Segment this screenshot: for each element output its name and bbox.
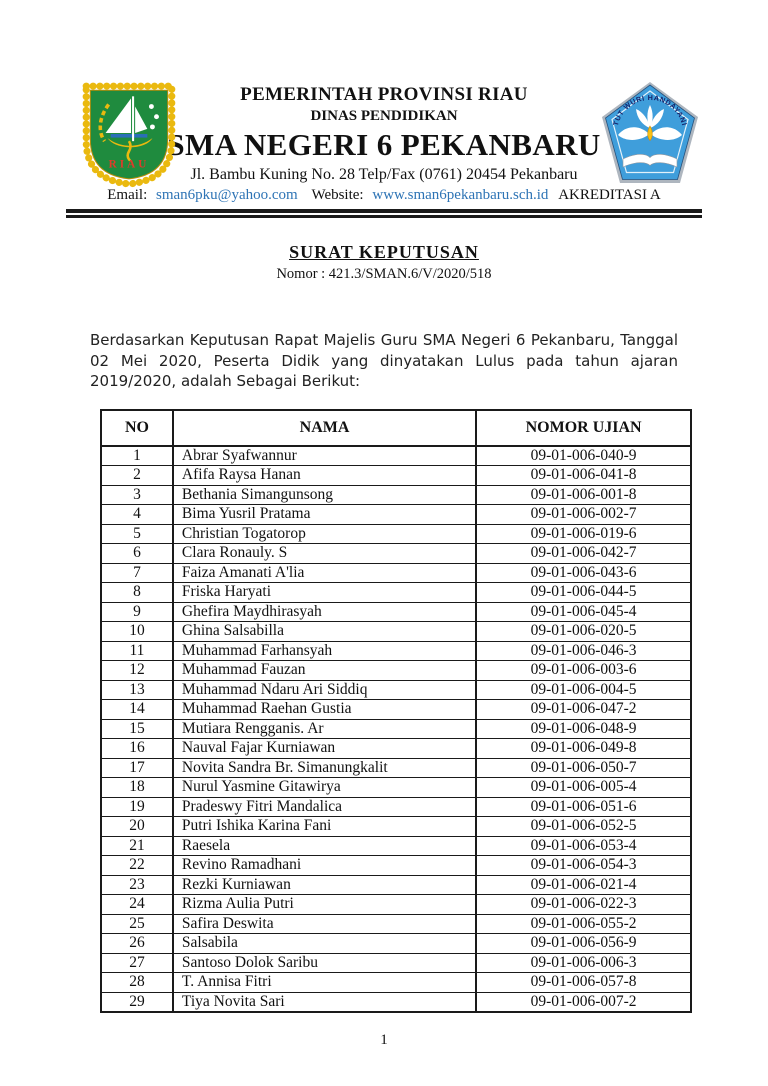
cell-nama: Raesela xyxy=(173,836,476,856)
cell-nomor-ujian: 09-01-006-053-4 xyxy=(476,836,691,856)
header-nomor-ujian: NOMOR UJIAN xyxy=(476,410,691,446)
cell-nomor-ujian: 09-01-006-004-5 xyxy=(476,680,691,700)
header-nama: NAMA xyxy=(173,410,476,446)
table-row xyxy=(101,934,691,954)
cell-nama: Putri Ishika Karina Fani xyxy=(173,817,476,837)
table-row xyxy=(101,485,691,505)
cell-nama: Pradeswy Fitri Mandalica xyxy=(173,797,476,817)
cell-nomor-ujian: 09-01-006-007-2 xyxy=(476,992,691,1012)
tut-wuri-handayani-logo xyxy=(598,78,702,190)
cell-nama: Friska Haryati xyxy=(173,583,476,603)
table-row xyxy=(101,563,691,583)
cell-nama: Safira Deswita xyxy=(173,914,476,934)
cell-nomor-ujian: 09-01-006-006-3 xyxy=(476,953,691,973)
website-link[interactable]: www.sman6pekanbaru.sch.id xyxy=(372,187,549,203)
table-row xyxy=(101,583,691,603)
document-title: SURAT KEPUTUSAN xyxy=(289,242,479,262)
table-row xyxy=(101,739,691,759)
cell-nomor-ujian: 09-01-006-047-2 xyxy=(476,700,691,720)
accreditation-badge: AKREDITASI A xyxy=(558,187,661,203)
table-row xyxy=(101,466,691,486)
cell-nama: Nauval Fajar Kurniawan xyxy=(173,739,476,759)
decision-paragraph: Berdasarkan Keputusan Rapat Majelis Guru SMA Negeri 6 Pekanbaru, Tanggal 02 Mei 2020, Peserta Didik yang dinyatakan Lulus pada tahun ajaran 2019/2020, adalah Sebagai Berikut: xyxy=(90,331,678,390)
cell-nomor-ujian: 09-01-006-003-6 xyxy=(476,661,691,681)
cell-nomor-ujian: 09-01-006-041-8 xyxy=(476,466,691,486)
email-label: Email: xyxy=(107,187,148,203)
cell-nomor-ujian: 09-01-006-021-4 xyxy=(476,875,691,895)
cell-no: 1 xyxy=(101,446,173,466)
cell-nomor-ujian: 09-01-006-054-3 xyxy=(476,856,691,876)
cell-nomor-ujian: 09-01-006-048-9 xyxy=(476,719,691,739)
cell-no: 15 xyxy=(101,719,173,739)
cell-no: 14 xyxy=(101,700,173,720)
cell-nomor-ujian: 09-01-006-001-8 xyxy=(476,485,691,505)
table-row xyxy=(101,856,691,876)
cell-no: 13 xyxy=(101,680,173,700)
page-number: 1 xyxy=(380,1032,388,1048)
table-header-row xyxy=(101,410,691,446)
table-row xyxy=(101,875,691,895)
cell-nama: Rizma Aulia Putri xyxy=(173,895,476,915)
cell-nomor-ujian: 09-01-006-051-6 xyxy=(476,797,691,817)
cell-no: 3 xyxy=(101,485,173,505)
table-row xyxy=(101,797,691,817)
cell-no: 26 xyxy=(101,934,173,954)
department-name: DINAS PENDIDIKAN xyxy=(310,108,458,124)
cell-nomor-ujian: 09-01-006-055-2 xyxy=(476,914,691,934)
government-name: PEMERINTAH PROVINSI RIAU xyxy=(240,84,528,105)
riau-shield-icon xyxy=(76,78,182,188)
tut-wuri-motto-text: TUT WURI HANDAYANI xyxy=(610,92,690,127)
cell-no: 11 xyxy=(101,641,173,661)
cell-nama: Abrar Syafwannur xyxy=(173,446,476,466)
cell-nomor-ujian: 09-01-006-044-5 xyxy=(476,583,691,603)
cell-no: 7 xyxy=(101,563,173,583)
cell-nama: Revino Ramadhani xyxy=(173,856,476,876)
cell-nomor-ujian: 09-01-006-050-7 xyxy=(476,758,691,778)
cell-nama: Ghefira Maydhirasyah xyxy=(173,602,476,622)
cell-no: 17 xyxy=(101,758,173,778)
cell-no: 6 xyxy=(101,544,173,564)
riau-logo-text: RIAU xyxy=(108,158,150,171)
cell-nomor-ujian: 09-01-006-042-7 xyxy=(476,544,691,564)
cell-nomor-ujian: 09-01-006-052-5 xyxy=(476,817,691,837)
cell-nama: Tiya Novita Sari xyxy=(173,992,476,1012)
cell-nama: Afifa Raysa Hanan xyxy=(173,466,476,486)
cell-nama: T. Annisa Fitri xyxy=(173,973,476,993)
table-row xyxy=(101,953,691,973)
cell-nama: Christian Togatorop xyxy=(173,524,476,544)
cell-nomor-ujian: 09-01-006-057-8 xyxy=(476,973,691,993)
table-row xyxy=(101,622,691,642)
table-row xyxy=(101,641,691,661)
cell-no: 2 xyxy=(101,466,173,486)
riau-coat-of-arms-logo xyxy=(76,78,182,188)
table-row xyxy=(101,719,691,739)
cell-nama: Muhammad Ndaru Ari Siddiq xyxy=(173,680,476,700)
cell-nama: Muhammad Fauzan xyxy=(173,661,476,681)
table-row xyxy=(101,544,691,564)
table-row xyxy=(101,817,691,837)
cell-nama: Faiza Amanati A'lia xyxy=(173,563,476,583)
cell-no: 22 xyxy=(101,856,173,876)
cell-no: 25 xyxy=(101,914,173,934)
cell-no: 12 xyxy=(101,661,173,681)
cell-nama: Ghina Salsabilla xyxy=(173,622,476,642)
table-row xyxy=(101,680,691,700)
cell-no: 19 xyxy=(101,797,173,817)
header-no: NO xyxy=(101,410,173,446)
table-row xyxy=(101,836,691,856)
cell-nomor-ujian: 09-01-006-019-6 xyxy=(476,524,691,544)
table-row xyxy=(101,524,691,544)
cell-no: 29 xyxy=(101,992,173,1012)
cell-nomor-ujian: 09-01-006-020-5 xyxy=(476,622,691,642)
cell-nama: Muhammad Raehan Gustia xyxy=(173,700,476,720)
cell-nama: Salsabila xyxy=(173,934,476,954)
cell-nama: Rezki Kurniawan xyxy=(173,875,476,895)
email-link[interactable]: sman6pku@yahoo.com xyxy=(156,187,298,203)
table-row xyxy=(101,973,691,993)
cell-nomor-ujian: 09-01-006-005-4 xyxy=(476,778,691,798)
table-row xyxy=(101,992,691,1012)
table-row xyxy=(101,602,691,622)
cell-nomor-ujian: 09-01-006-002-7 xyxy=(476,505,691,525)
table-row xyxy=(101,778,691,798)
graduates-table xyxy=(100,409,692,1014)
cell-nomor-ujian: 09-01-006-046-3 xyxy=(476,641,691,661)
letterhead xyxy=(0,0,768,204)
table-row xyxy=(101,661,691,681)
cell-no: 16 xyxy=(101,739,173,759)
tut-wuri-pentagon-icon xyxy=(598,78,702,190)
table-row xyxy=(101,895,691,915)
website-label: Website: xyxy=(311,187,364,203)
cell-no: 9 xyxy=(101,602,173,622)
cell-nama: Muhammad Farhansyah xyxy=(173,641,476,661)
table-row xyxy=(101,446,691,466)
cell-nama: Nurul Yasmine Gitawirya xyxy=(173,778,476,798)
cell-nomor-ujian: 09-01-006-043-6 xyxy=(476,563,691,583)
cell-no: 23 xyxy=(101,875,173,895)
cell-nomor-ujian: 09-01-006-045-4 xyxy=(476,602,691,622)
table-row xyxy=(101,914,691,934)
cell-nama: Bethania Simangunsong xyxy=(173,485,476,505)
cell-no: 21 xyxy=(101,836,173,856)
cell-nama: Clara Ronauly. S xyxy=(173,544,476,564)
cell-no: 28 xyxy=(101,973,173,993)
table-row xyxy=(101,505,691,525)
school-name: SMA NEGERI 6 PEKANBARU xyxy=(167,127,601,162)
table-row xyxy=(101,700,691,720)
cell-nama: Mutiara Rengganis. Ar xyxy=(173,719,476,739)
letterhead-divider xyxy=(66,209,702,218)
cell-no: 10 xyxy=(101,622,173,642)
table-row xyxy=(101,758,691,778)
cell-nomor-ujian: 09-01-006-049-8 xyxy=(476,739,691,759)
cell-no: 8 xyxy=(101,583,173,603)
cell-no: 20 xyxy=(101,817,173,837)
cell-no: 24 xyxy=(101,895,173,915)
cell-no: 4 xyxy=(101,505,173,525)
cell-nomor-ujian: 09-01-006-040-9 xyxy=(476,446,691,466)
cell-no: 27 xyxy=(101,953,173,973)
cell-no: 5 xyxy=(101,524,173,544)
cell-nama: Bima Yusril Pratama xyxy=(173,505,476,525)
cell-nomor-ujian: 09-01-006-056-9 xyxy=(476,934,691,954)
school-address: Jl. Bambu Kuning No. 28 Telp/Fax (0761) 20454 Pekanbaru xyxy=(190,166,578,183)
cell-no: 18 xyxy=(101,778,173,798)
cell-nomor-ujian: 09-01-006-022-3 xyxy=(476,895,691,915)
document-number: Nomor : 421.3/SMAN.6/V/2020/518 xyxy=(276,266,492,282)
cell-nama: Santoso Dolok Saribu xyxy=(173,953,476,973)
cell-nama: Novita Sandra Br. Simanungkalit xyxy=(173,758,476,778)
